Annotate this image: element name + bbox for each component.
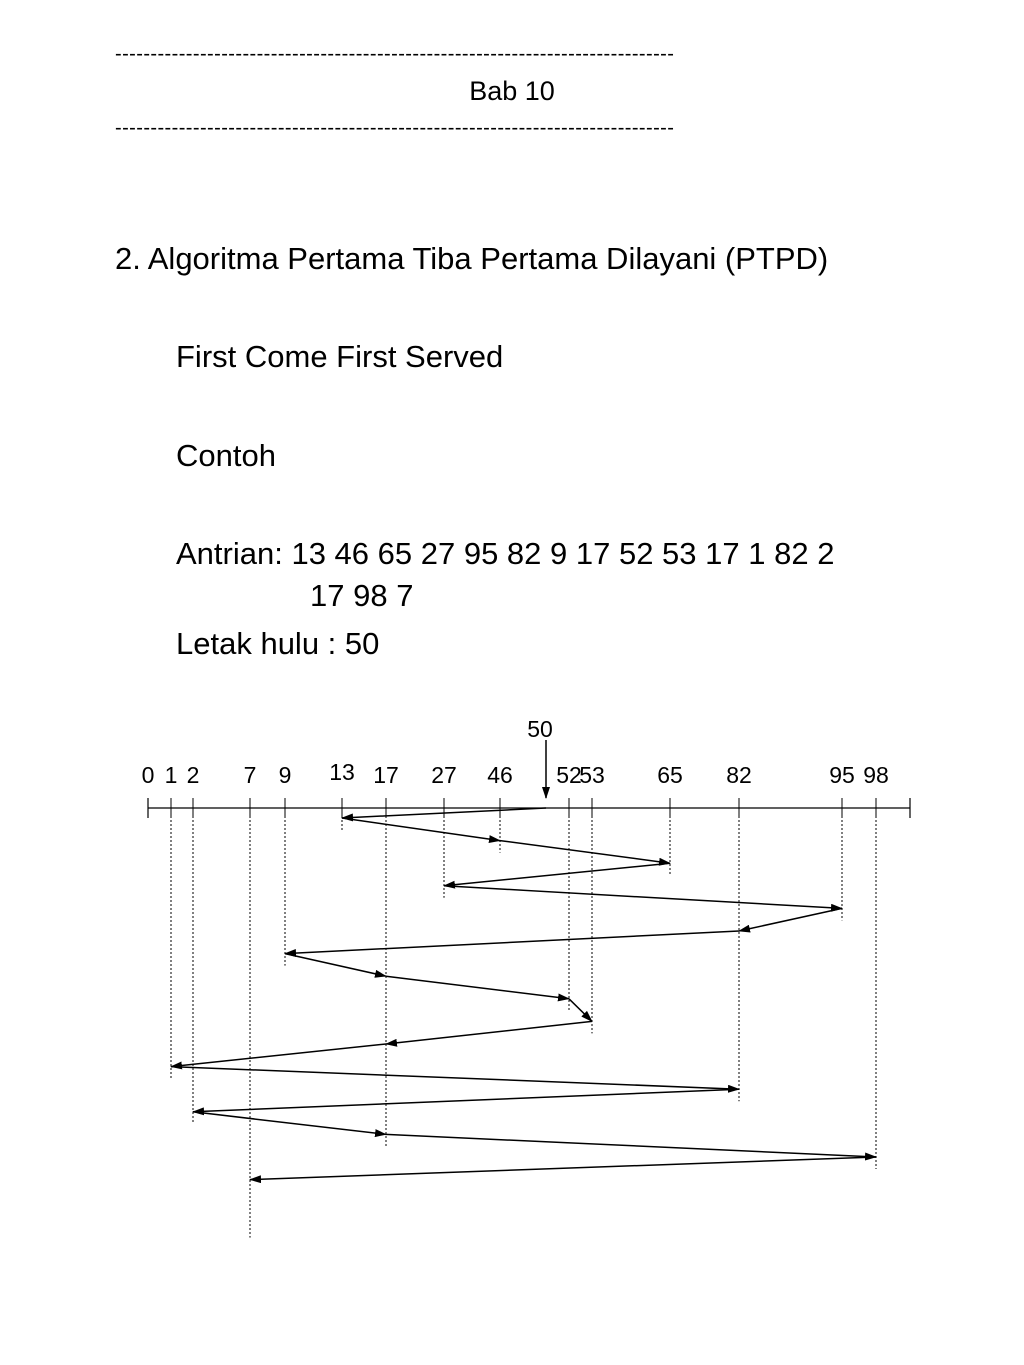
track-label: 46 — [487, 762, 513, 788]
seek-arrow — [739, 908, 842, 931]
seek-arrow — [193, 1112, 386, 1135]
section-heading: 2. Algoritma Pertama Tiba Pertama Dilayani (PTPD) — [115, 241, 829, 276]
seek-arrow — [285, 931, 739, 954]
track-label: 9 — [278, 762, 292, 788]
header-divider-bottom: ------------------------------------------------------------------------------- — [115, 118, 675, 138]
seek-arrow — [285, 954, 386, 977]
seek-arrow — [444, 863, 670, 886]
track-label: 7 — [243, 762, 257, 788]
track-label: 1 — [164, 762, 178, 788]
track-label: 52 — [556, 762, 582, 788]
example-label: Contoh — [176, 438, 276, 473]
queue-line-1: Antrian: 13 46 65 27 95 82 9 17 52 53 17 1 82 2 — [176, 536, 835, 571]
track-label: 13 — [329, 759, 355, 785]
seek-arrow — [171, 1067, 739, 1090]
subtitle: First Come First Served — [176, 339, 504, 374]
track-label: 27 — [431, 762, 457, 788]
seek-arrow — [250, 1157, 876, 1180]
seek-arrow — [444, 886, 842, 909]
track-label: 0 — [141, 762, 155, 788]
seek-arrow — [386, 1021, 592, 1044]
start-label: 50 — [527, 716, 553, 742]
seek-arrow — [193, 1089, 739, 1112]
head-position: Letak hulu : 50 — [176, 626, 380, 661]
seek-arrow — [342, 808, 546, 818]
header-divider-top: ------------------------------------------------------------------------------- — [115, 44, 675, 64]
track-label: 17 — [373, 762, 399, 788]
track-label: 98 — [863, 762, 889, 788]
queue-line-2: 17 98 7 — [310, 578, 414, 613]
seek-arrow — [342, 818, 500, 841]
track-label: 95 — [829, 762, 855, 788]
seek-arrow — [569, 999, 592, 1022]
track-label: 82 — [726, 762, 752, 788]
seek-arrow — [386, 976, 569, 999]
seek-arrow — [171, 1044, 386, 1067]
track-label: 53 — [579, 762, 605, 788]
track-label: 2 — [186, 762, 200, 788]
seek-arrow — [386, 1134, 876, 1157]
chapter-title: Bab 10 — [469, 76, 555, 106]
track-label: 65 — [657, 762, 683, 788]
seek-arrow — [500, 841, 670, 864]
